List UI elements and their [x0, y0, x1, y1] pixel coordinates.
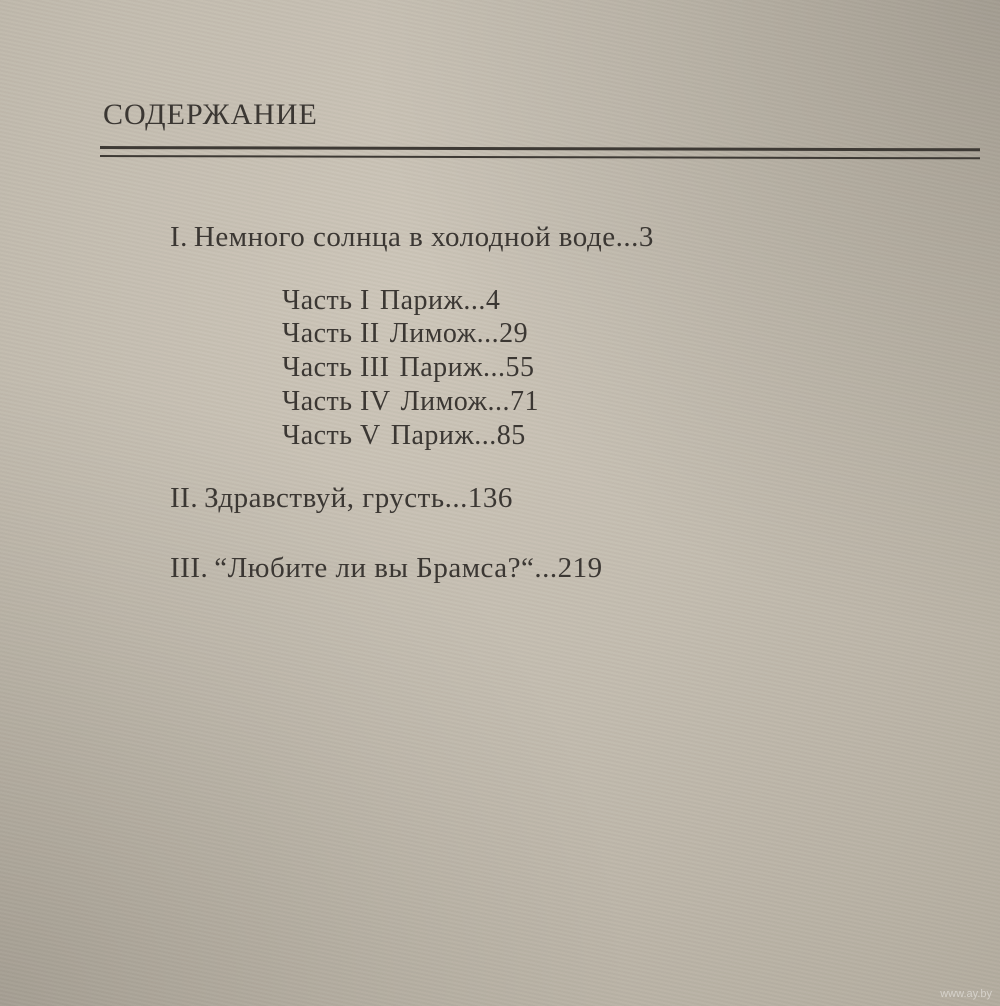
toc-entry-page: ...136 — [444, 482, 513, 514]
toc-part-page: ...85 — [474, 420, 526, 451]
toc-part-page: ...29 — [476, 318, 529, 349]
toc-entry-page: ...219 — [534, 552, 603, 584]
toc-part-label: Часть II — [282, 318, 380, 349]
toc-entry-3[interactable] — [170, 552, 603, 585]
toc-subentry-5[interactable] — [282, 420, 526, 452]
toc-entry-number: III. — [170, 552, 209, 584]
toc-part-page: ...4 — [463, 285, 501, 316]
toc-part-title: Лимож — [389, 318, 477, 349]
toc-part-page: ...55 — [483, 352, 535, 383]
toc-part-label: Часть III — [282, 352, 390, 383]
toc-part-label: Часть IV — [282, 386, 391, 417]
toc-entry-title: Здравствуй, грусть — [204, 482, 445, 514]
page-title: СОДЕРЖАНИЕ — [103, 98, 318, 131]
toc-entry-number: I. — [170, 221, 188, 253]
toc-subentry-3[interactable] — [282, 352, 535, 384]
toc-part-page: ...71 — [487, 386, 539, 417]
toc-entry-title: “Любите ли вы Брамса?“ — [214, 552, 535, 584]
toc-entry-title: Немного солнца в холодной воде — [193, 221, 616, 253]
toc-subentry-1[interactable] — [282, 285, 500, 317]
toc-subentry-4[interactable] — [282, 386, 539, 418]
toc-part-title: Париж — [390, 420, 475, 451]
toc-part-title: Париж — [379, 285, 464, 316]
toc-part-title: Лимож — [400, 386, 488, 417]
toc-entry-2[interactable] — [170, 482, 513, 515]
toc-entry-page: ...3 — [615, 221, 654, 253]
toc-part-label: Часть I — [282, 285, 370, 316]
toc-part-label: Часть V — [282, 420, 381, 451]
toc-part-title: Париж — [399, 352, 484, 383]
watermark-text: www.ay.by — [940, 988, 992, 1000]
toc-entry-1[interactable] — [170, 221, 654, 254]
toc-entry-number: II. — [170, 482, 199, 514]
toc-subentry-2[interactable] — [282, 318, 528, 350]
